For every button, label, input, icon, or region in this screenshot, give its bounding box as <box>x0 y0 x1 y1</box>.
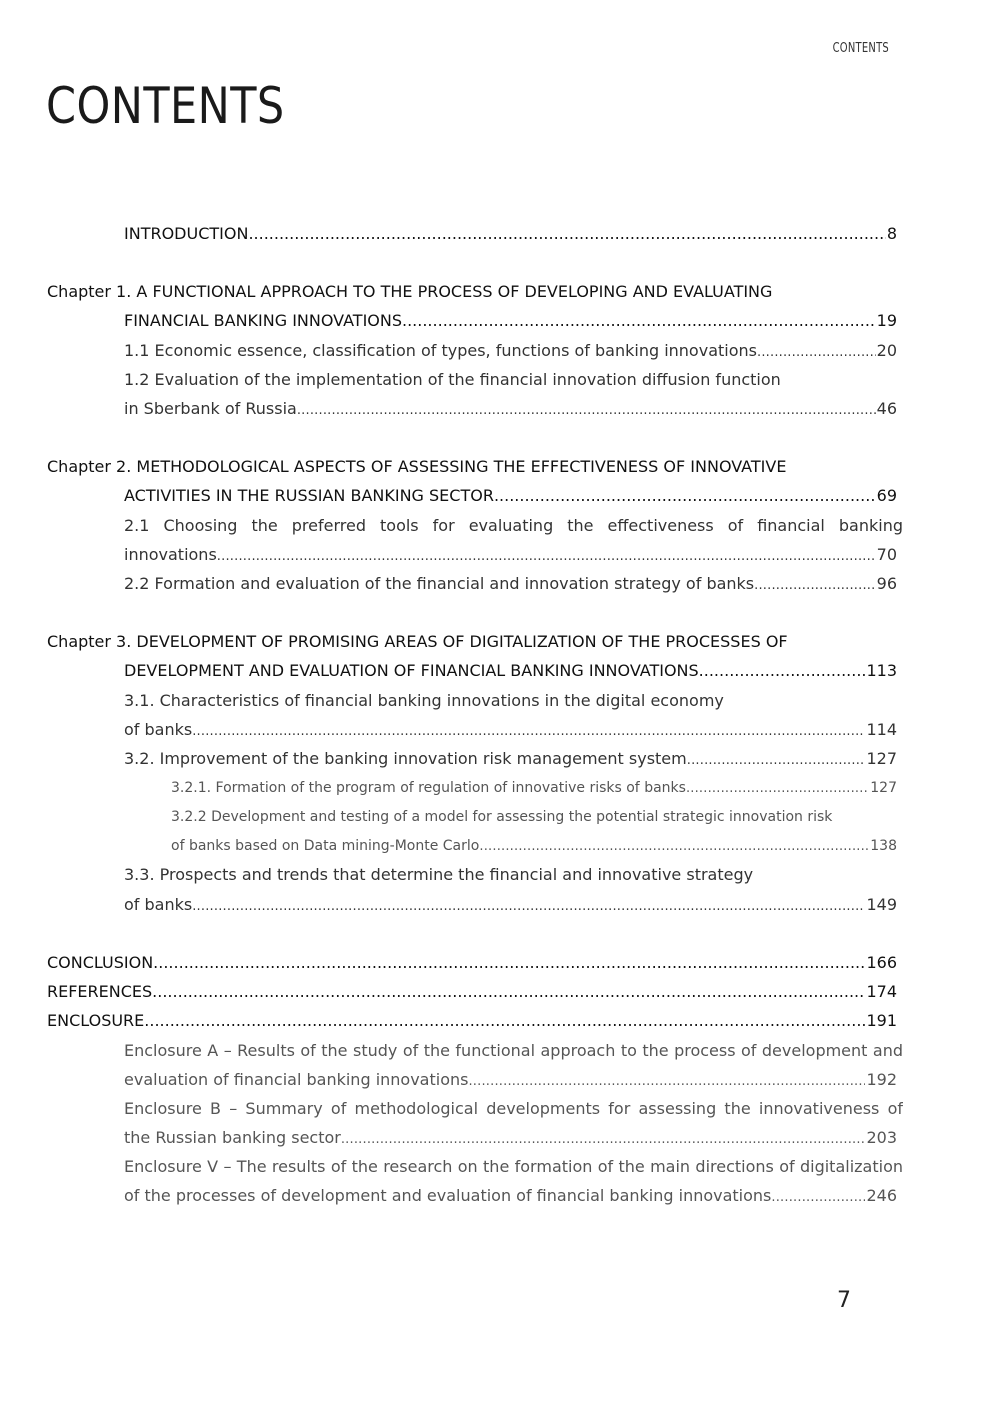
toc-page-number: 138 <box>870 838 897 854</box>
toc-chapter-1-entry[interactable] <box>124 310 897 332</box>
toc-section-2-2[interactable] <box>124 573 897 595</box>
toc-entry-title: 3.2. Improvement of the banking innovation risk management system <box>124 749 687 768</box>
toc-page-number: 174 <box>866 982 897 1001</box>
toc-section-1-2-line1[interactable]: 1.2 Evaluation of the implementation of the financial innovation diffusion function <box>124 370 781 389</box>
toc-chapter-2-heading[interactable]: Chapter 2. METHODOLOGICAL ASPECTS OF ASSESSING THE EFFECTIVENESS OF INNOVATIVE <box>47 457 787 476</box>
toc-entry-title: the Russian banking sector <box>124 1128 341 1147</box>
dot-leader <box>192 721 865 741</box>
running-head: CONTENTS <box>832 41 889 56</box>
toc-entry-title: of the processes of development and evaluation of financial banking innovations <box>124 1186 772 1205</box>
dot-leader <box>153 952 865 974</box>
toc-section-1-1[interactable] <box>124 340 897 362</box>
toc-entry-title: of banks <box>124 895 193 914</box>
toc-enclosure-a[interactable] <box>124 1069 897 1091</box>
toc-page-number: 96 <box>876 574 897 593</box>
toc-chapter-3-entry[interactable] <box>124 660 897 682</box>
toc-entry-title: 2.2 Formation and evaluation of the financial and innovation strategy of banks <box>124 574 755 593</box>
toc-subsection-3-2-2-line1[interactable]: 3.2.2 Development and testing of a model for assessing the potential strategic innovation risk <box>171 809 833 825</box>
toc-section-3-2[interactable] <box>124 748 897 770</box>
toc-enclosure-v-line1[interactable]: Enclosure V – The results of the research on the formation of the main directions of digitalization <box>124 1157 903 1176</box>
toc-enclosure-v[interactable] <box>124 1185 897 1207</box>
toc-page-number: 114 <box>866 720 897 739</box>
toc-entry-references[interactable] <box>47 981 897 1003</box>
toc-enclosure-b-line1[interactable]: Enclosure B – Summary of methodological developments for assessing the innovativeness of <box>124 1099 903 1118</box>
toc-page-number: 127 <box>866 749 897 768</box>
toc-section-2-1-line1[interactable]: 2.1 Choosing the preferred tools for evaluating the effectiveness of financial banking <box>124 516 903 535</box>
toc-entry-title: evaluation of financial banking innovations <box>124 1070 469 1089</box>
toc-page-number: 113 <box>866 661 897 680</box>
toc-enclosure-a-line1[interactable]: Enclosure A – Results of the study of the functional approach to the process of development and <box>124 1041 903 1060</box>
toc-section-3-3-line1[interactable]: 3.3. Prospects and trends that determine the financial and innovative strategy <box>124 865 754 884</box>
dot-leader <box>152 981 865 1003</box>
page-title: CONTENTS <box>46 77 285 135</box>
dot-leader <box>686 778 869 799</box>
toc-page-number: 127 <box>870 780 897 796</box>
dot-leader <box>192 896 865 916</box>
dot-leader <box>479 836 869 857</box>
dot-leader <box>341 1129 866 1149</box>
toc-entry-title: of banks based on Data mining-Monte Carlo <box>171 838 480 854</box>
toc-enclosure-b[interactable] <box>124 1127 897 1149</box>
toc-section-2-1[interactable] <box>124 544 897 566</box>
dot-leader <box>771 1187 865 1207</box>
toc-section-3-1[interactable] <box>124 719 897 741</box>
dot-leader <box>297 400 876 420</box>
toc-entry-title: CONCLUSION <box>47 953 154 972</box>
toc-entry-title: FINANCIAL BANKING INNOVATIONS <box>124 311 402 330</box>
toc-entry-title: in Sberbank of Russia <box>124 399 297 418</box>
toc-chapter-3-heading[interactable]: Chapter 3. DEVELOPMENT OF PROMISING AREAS OF DIGITALIZATION OF THE PROCESSES OF <box>47 632 788 651</box>
dot-leader <box>144 1010 865 1032</box>
toc-page-number: 203 <box>866 1128 897 1147</box>
toc-page-number: 19 <box>876 311 897 330</box>
dot-leader <box>402 310 876 332</box>
toc-section-3-1-line1[interactable]: 3.1. Characteristics of financial banking innovations in the digital economy <box>124 691 724 710</box>
toc-page-number: 192 <box>866 1070 897 1089</box>
toc-entry-title: DEVELOPMENT AND EVALUATION OF FINANCIAL BANKING INNOVATIONS <box>124 661 699 680</box>
toc-entry-title: ACTIVITIES IN THE RUSSIAN BANKING SECTOR <box>124 486 494 505</box>
toc-entry-title: INTRODUCTION <box>124 224 249 243</box>
dot-leader <box>687 750 866 770</box>
toc-entry-title: 1.1 Economic essence, classification of types, functions of banking innovations <box>124 341 757 360</box>
toc-entry-introduction[interactable] <box>124 223 897 245</box>
dot-leader <box>754 575 876 595</box>
toc-entry-title: ENCLOSURE <box>47 1011 145 1030</box>
toc-entry-conclusion[interactable] <box>47 952 897 974</box>
dot-leader <box>217 546 876 566</box>
toc-page-number: 166 <box>866 953 897 972</box>
toc-page-number: 20 <box>876 341 897 360</box>
dot-leader <box>757 342 876 362</box>
toc-page-number: 46 <box>876 399 897 418</box>
toc-page-number: 191 <box>866 1011 897 1030</box>
page-number: 7 <box>837 1288 851 1313</box>
toc-page-number: 149 <box>866 895 897 914</box>
toc-subsection-3-2-2[interactable] <box>171 835 897 857</box>
toc-subsection-3-2-1[interactable] <box>171 777 897 799</box>
toc-page-number: 69 <box>876 486 897 505</box>
toc-section-1-2[interactable] <box>124 398 897 420</box>
toc-entry-title: REFERENCES <box>47 982 153 1001</box>
dot-leader <box>699 660 866 682</box>
toc-chapter-1-heading[interactable]: Chapter 1. A FUNCTIONAL APPROACH TO THE PROCESS OF DEVELOPING AND EVALUATING <box>47 282 773 301</box>
toc-section-3-3[interactable] <box>124 894 897 916</box>
toc-chapter-2-entry[interactable] <box>124 485 897 507</box>
dot-leader <box>248 223 885 245</box>
dot-leader <box>494 485 876 507</box>
toc-page-number: 8 <box>886 224 897 243</box>
toc-page-number: 70 <box>876 545 897 564</box>
toc-page-number: 246 <box>866 1186 897 1205</box>
toc-entry-title: innovations <box>124 545 217 564</box>
toc-entry-title: 3.2.1. Formation of the program of regulation of innovative risks of banks <box>171 780 686 796</box>
toc-entry-title: of banks <box>124 720 193 739</box>
dot-leader <box>468 1071 865 1091</box>
toc-entry-enclosure[interactable] <box>47 1010 897 1032</box>
